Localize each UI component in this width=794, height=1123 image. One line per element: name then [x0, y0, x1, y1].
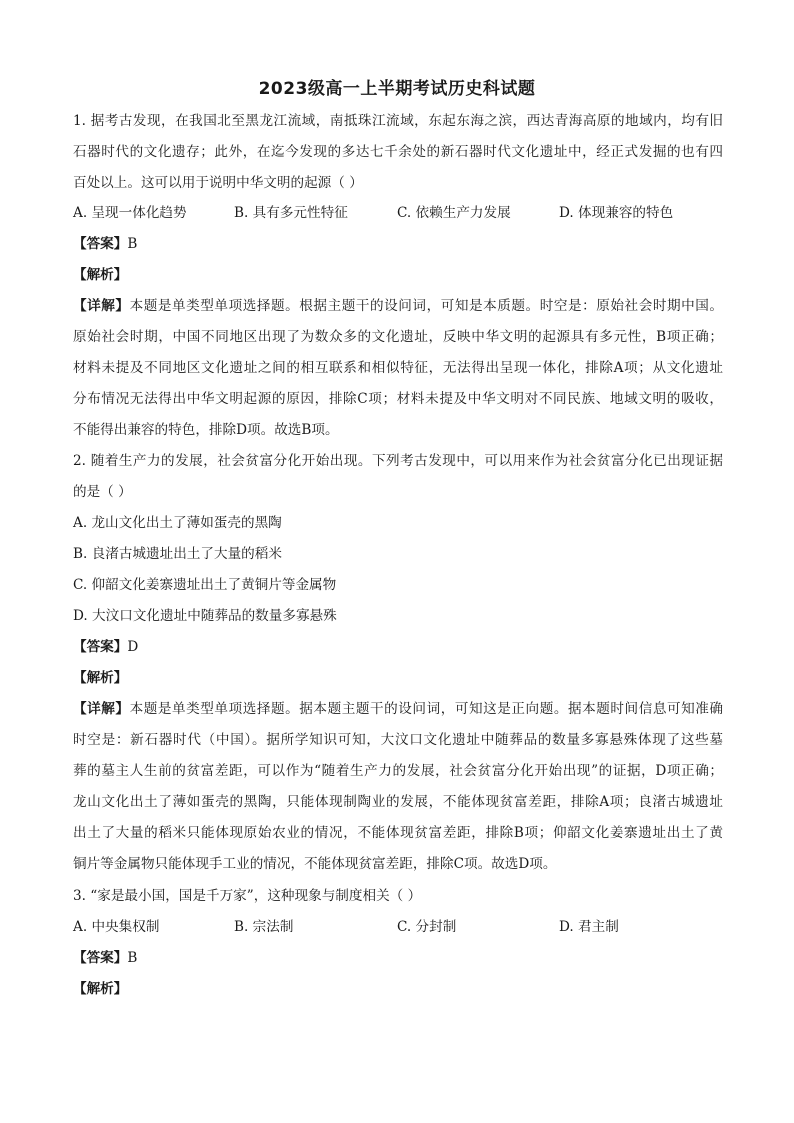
- q1-detail-line-2: 原始社会时期，中国不同地区出现了为数众多的文化遗址，反映中华文明的起源具有多元性，B项正确；: [73, 329, 723, 345]
- q3-option-d: D. 君主制: [559, 919, 619, 935]
- q3-analysis-line: [73, 980, 723, 998]
- q1-option-c: C. 依赖生产力发展: [397, 205, 511, 221]
- q1-analysis-tag: 【解析】: [73, 267, 128, 283]
- q3-option-c: C. 分封制: [397, 919, 457, 935]
- q1-analysis-line: [73, 266, 723, 284]
- q2-answer-value: D: [127, 639, 139, 655]
- q2-option-a: A. 龙山文化出土了薄如蛋壳的黑陶: [73, 515, 282, 531]
- page-title: 2023级高一上半期考试历史科试题: [258, 79, 536, 99]
- q2-option-c: C. 仰韶文化姜寨遗址出土了黄铜片等金属物: [73, 577, 337, 593]
- q1-stem-line-1: 1. 据考古发现，在我国北至黑龙江流域，南抵珠江流域，东起东海之滨，西达青海高原的地域内，均有旧: [73, 113, 723, 129]
- q2-option-b: B. 良渚古城遗址出土了大量的稻米: [73, 546, 282, 562]
- q3-answer-value: B: [127, 950, 138, 966]
- q1-answer-line: [73, 235, 723, 253]
- q1-detail-line-1: [73, 297, 723, 315]
- q2-option-d: D. 大汶口文化遗址中随葬品的数量多寡悬殊: [73, 608, 337, 624]
- q3-option-a: A. 中央集权制: [73, 919, 160, 935]
- q1-detail-line-3: 材料未提及不同地区文化遗址之间的相互联系和相似特征，无法得出呈现一体化，排除A项；从文化遗址: [73, 360, 723, 376]
- q2-detail-text-1: 本题是单类型单项选择题。据本题主题干的设问词，可知这是正向题。据本题时间信息可知准确: [129, 701, 724, 717]
- q3-analysis-tag: 【解析】: [73, 981, 128, 997]
- q1-detail-tag: 【详解】: [73, 298, 130, 314]
- q3-option-b: B. 宗法制: [234, 919, 294, 935]
- q2-detail-line-4: 龙山文化出土了薄如蛋壳的黑陶，只能体现制陶业的发展，不能体现贫富差距，排除A项；良渚古城遗址: [73, 794, 723, 810]
- q2-analysis-line: [73, 669, 723, 687]
- q2-analysis-tag: 【解析】: [73, 670, 128, 686]
- q3-stem-line-1: 3. “家是最小国，国是千万家”，这种现象与制度相关（ ）: [73, 888, 422, 904]
- q2-answer-line: [73, 638, 723, 656]
- q1-option-b: B. 具有多元性特征: [234, 205, 348, 221]
- q1-option-d: D. 体现兼容的特色: [559, 205, 674, 221]
- q1-stem-line-3: 百处以上。这可以用于说明中华文明的起源（ ）: [73, 175, 363, 191]
- q2-detail-line-6: 铜片等金属物只能体现手工业的情况，不能体现贫富差距，排除C项。故选D项。: [73, 856, 557, 872]
- q2-answer-tag: 【答案】: [73, 639, 128, 655]
- q3-answer-tag: 【答案】: [73, 950, 128, 966]
- q1-detail-text-1: 本题是单类型单项选择题。根据主题干的设问词，可知是本质题。时空是：原始社会时期中国。: [129, 298, 724, 314]
- q1-detail-line-5: 不能得出兼容的特色，排除D项。故选B项。: [73, 422, 339, 438]
- q1-answer-value: B: [127, 236, 138, 252]
- q2-detail-tag: 【详解】: [73, 701, 130, 717]
- q1-option-a: A. 呈现一体化趋势: [73, 205, 187, 221]
- q3-answer-line: [73, 949, 723, 967]
- q1-answer-tag: 【答案】: [73, 236, 128, 252]
- q2-stem-line-1: 2. 随着生产力的发展，社会贫富分化开始出现。下列考古发现中，可以用来作为社会贫富分化已出现证据: [73, 453, 723, 469]
- q2-detail-line-3: 葬的墓主人生前的贫富差距，可以作为“随着生产力的发展，社会贫富分化开始出现”的证据，D项正确；: [73, 763, 723, 779]
- q2-detail-line-5: 出土了大量的稻米只能体现原始农业的情况，不能体现贫富差距，排除B项；仰韶文化姜寨遗址出土了黄: [73, 825, 723, 841]
- q1-detail-line-4: 分布情况无法得出中华文明起源的原因，排除C项；材料未提及中华文明对不同民族、地域文明的吸收，: [73, 391, 723, 407]
- q2-detail-line-2: 时空是：新石器时代（中国）。据所学知识可知，大汶口文化遗址中随葬品的数量多寡悬殊体现了这些墓: [73, 732, 723, 748]
- q2-stem-line-2: 的是（ ）: [73, 484, 132, 500]
- q1-stem-line-2: 石器时代的文化遗存；此外，在迄今发现的多达七千余处的新石器时代文化遗址中，经正式发掘的也有四: [73, 144, 723, 160]
- q2-detail-line-1: [73, 700, 723, 718]
